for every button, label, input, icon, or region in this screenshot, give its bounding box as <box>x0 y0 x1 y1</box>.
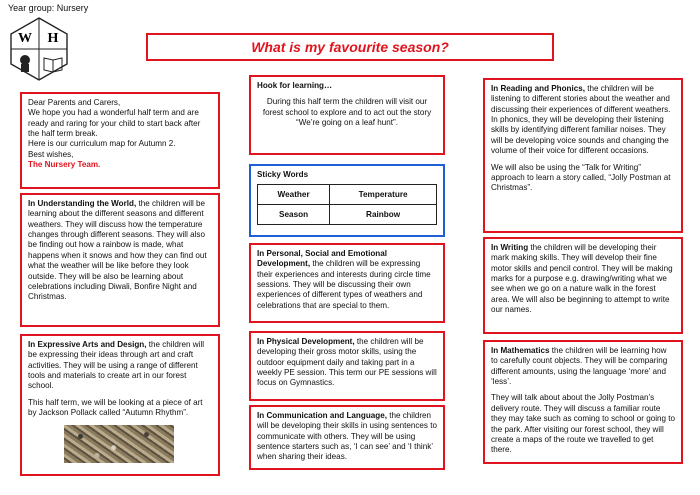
mathematics-box <box>483 340 683 464</box>
letter-line: Dear Parents and Carers, <box>28 98 121 107</box>
year-group-label: Year group: Nursery <box>8 3 89 13</box>
maths-text-2: They will talk about about the Jolly Postman’s delivery route. They will discuss a familiar route they may take such as coming to school or going to the park. After visiting our forest school, they will create a maps of the route we travelled to get there. <box>491 393 676 455</box>
sticky-word-cell: Weather <box>258 185 330 205</box>
maths-heading: In Mathematics <box>491 346 550 355</box>
sticky-word-cell: Temperature <box>330 185 437 205</box>
writing-box <box>483 237 683 334</box>
pse-heading: In Personal, Social and Emotional Development, <box>257 249 387 269</box>
letter-line: We hope you had a wonderful half term and are ready and raring for your child to start back after the half term break. <box>28 108 201 139</box>
letter-signature: The Nursery Team. <box>28 160 101 170</box>
reading-text-2: We will also be using the “Talk for Writing” approach to learn a story called, “Jolly Postman at Christmas”. <box>491 162 671 193</box>
reading-phonics-box <box>483 78 683 233</box>
school-logo <box>6 16 72 82</box>
sticky-word-cell: Rainbow <box>330 205 437 225</box>
physical-heading: In Physical Development, <box>257 337 355 346</box>
expressive-arts-heading: In Expressive Arts and Design, <box>28 340 147 349</box>
reading-heading: In Reading and Phonics, <box>491 84 585 93</box>
understanding-world-heading: In Understanding the World, <box>28 199 137 208</box>
physical-development-box <box>249 331 445 401</box>
understanding-world-text: the children will be learning about the different seasons and different weathers. They will discuss how the temperature changes through different seasons. They will also be finding out how a rainbow is made, what happens when it snows and how they can find out what the weather will be like before they look outside. They will be also be learning about celebrations including Diwali, Bonfire Night and Christmas. <box>28 199 207 302</box>
sticky-words-table <box>257 184 437 225</box>
hook-heading: Hook for learning… <box>257 81 333 90</box>
letter-line: Here is our curriculum map for Autumn 2. <box>28 139 176 149</box>
physical-text: the children will be developing their gross motor skills, using the outdoor equipment daily and taking part in a weekly PE session. This term our PE sessions will focus on Gymnastics. <box>257 337 437 388</box>
parent-letter-box <box>20 92 220 189</box>
communication-box <box>249 405 445 470</box>
expressive-arts-box <box>20 334 220 476</box>
maths-text: the children will be learning how to carefully count objects. They will be comparing different amounts, using the language ‘more’ and ‘less’. <box>491 346 668 387</box>
communication-text: the children will be developing their skills in using sentences to communicate with others. They will be using sentence starters such as, ‘I can see’ and ‘I think’ when sharing their ideas. <box>257 411 437 462</box>
sticky-words-box <box>249 164 445 237</box>
expressive-arts-text: the children will be expressing their ideas through art and craft activities. They will be using a range of different tools and materials to create art in our forest school. <box>28 340 205 391</box>
logo-hexagon-icon <box>6 16 72 82</box>
communication-heading: In Communication and Language, <box>257 411 387 420</box>
table-row <box>258 185 437 205</box>
reading-text: the children will be listening to different stories about the weather and discussing their experiences of different weathers. In phonics, they will be developing their listening skills by identifying different familiar noises. They will be developing voice sounds and changing the volume of their voice for different occasions. <box>491 84 671 156</box>
hook-for-learning-box <box>249 75 445 155</box>
autumn-rhythm-painting <box>64 425 174 463</box>
sticky-words-heading: Sticky Words <box>257 170 309 179</box>
page-title: What is my favourite season? <box>146 33 554 61</box>
expressive-arts-text-2: This half term, we will be looking at a piece of art by Jackson Pollack called “Autumn Rhythm”. <box>28 397 203 418</box>
logo-letter-right: H <box>47 31 59 46</box>
table-row <box>258 205 437 225</box>
logo-letter-left: W <box>18 31 32 46</box>
sticky-word-cell: Season <box>258 205 330 225</box>
pse-text: the children will be expressing their experiences and interests during circle time sessions. They will be discussing their own experiences of different types of weathers and celebrations that are special to them. <box>257 259 431 310</box>
pse-box <box>249 243 445 323</box>
hook-text: During this half term the children will visit our forest school to explore and to act out the story “We’re going on a leaf hunt”. <box>262 97 432 128</box>
letter-line: Best wishes, <box>28 149 74 159</box>
writing-text: the children will be developing their mark making skills. They will develop their fine motor skills and pencil control. They will be making marks for a purpose e.g. drawing/writing what we see when we go on a nature walk in the forest area. We will also be beginning to attempt to write our names. <box>491 243 673 315</box>
understanding-world-box <box>20 193 220 327</box>
writing-heading: In Writing <box>491 243 529 252</box>
